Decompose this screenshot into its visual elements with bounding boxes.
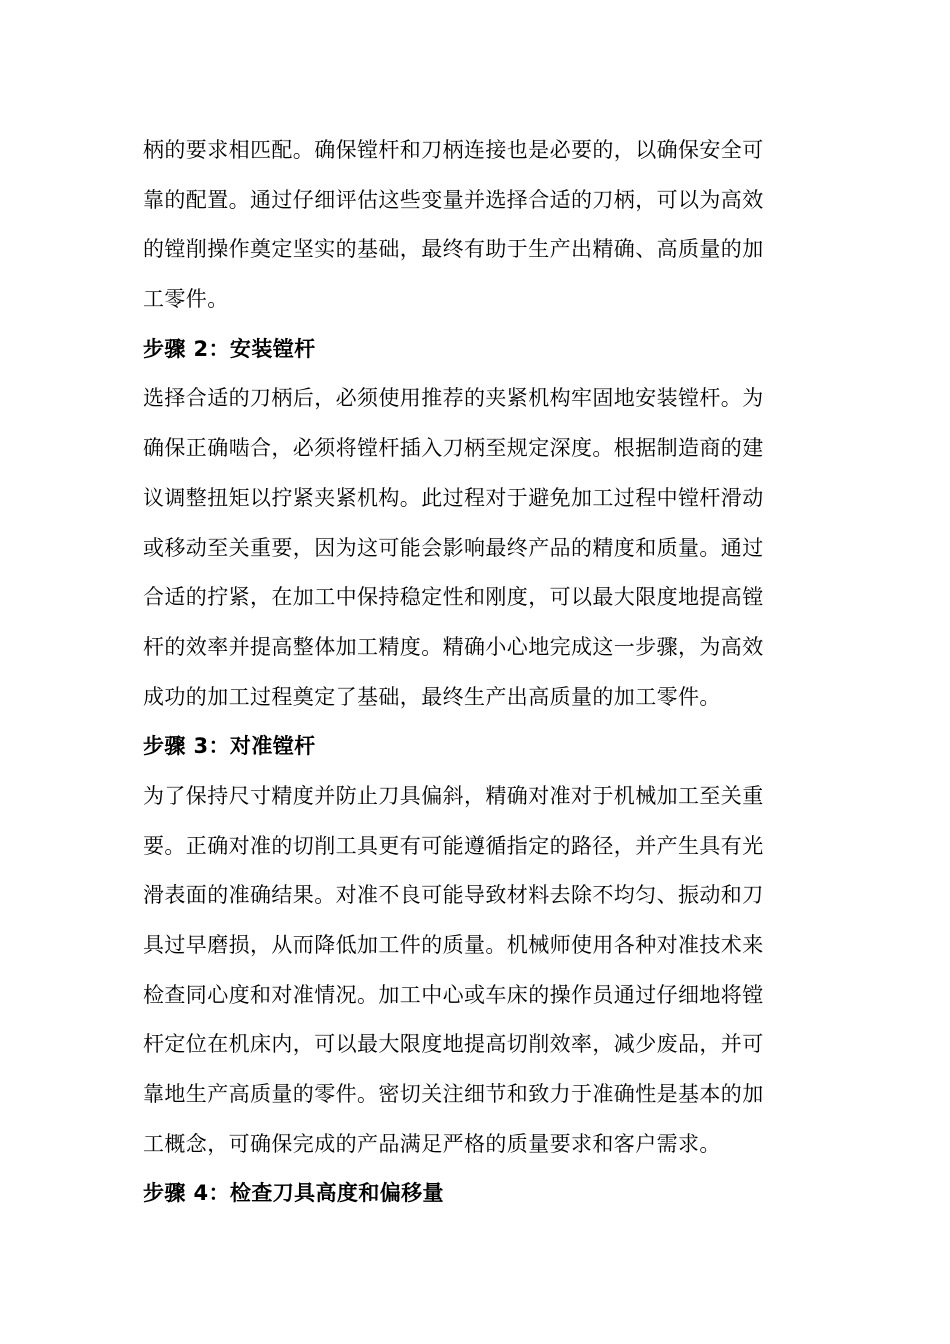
text-line: 成功的加工过程奠定了基础，最终生产出高质量的加工零件。 <box>143 684 721 709</box>
text-line: 靠的配置。通过仔细评估这些变量并选择合适的刀柄，可以为高效 <box>143 187 764 212</box>
heading-step-4: 步骤 4：检查刀具高度和偏移量 <box>143 1181 444 1206</box>
heading-step-2: 步骤 2：安装镗杆 <box>143 336 316 361</box>
text-line: 合适的拧紧，在加工中保持稳定性和刚度，可以最大限度地提高镗 <box>143 585 764 610</box>
paragraph-align-boring-bar <box>143 772 807 1170</box>
text-line: 要。正确对准的切削工具更有可能遵循指定的路径，并产生具有光 <box>143 833 764 858</box>
text-line: 议调整扭矩以拧紧夹紧机构。此过程对于避免加工过程中镗杆滑动 <box>143 485 764 510</box>
text-line: 或移动至关重要，因为这可能会影响最终产品的精度和质量。通过 <box>143 535 764 560</box>
text-line: 为了保持尺寸精度并防止刀具偏斜，精确对准对于机械加工至关重 <box>143 783 764 808</box>
paragraph-install-boring-bar <box>143 374 807 722</box>
text-line: 滑表面的准确结果。对准不良可能导致材料去除不均匀、振动和刀 <box>143 883 764 908</box>
text-line: 工概念，可确保完成的产品满足严格的质量要求和客户需求。 <box>143 1131 721 1156</box>
text-line: 具过早磨损，从而降低加工件的质量。机械师使用各种对准技术来 <box>143 933 764 957</box>
text-line: 杆定位在机床内，可以最大限度地提高切削效率，减少废品，并可 <box>143 1032 764 1057</box>
text-line: 杆的效率并提高整体加工精度。精确小心地完成这一步骤，为高效 <box>143 634 764 659</box>
heading-step-3: 步骤 3：对准镗杆 <box>143 734 316 759</box>
text-line: 靠地生产高质量的零件。密切关注细节和致力于准确性是基本的加 <box>143 1082 764 1107</box>
text-line: 确保正确啮合，必须将镗杆插入刀柄至规定深度。根据制造商的建 <box>143 436 764 461</box>
text-line: 选择合适的刀柄后，必须使用推荐的夹紧机构牢固地安装镗杆。为 <box>143 386 764 411</box>
text-line: 工零件。 <box>143 287 229 312</box>
document-body <box>143 126 807 1219</box>
text-line: 的镗削操作奠定坚实的基础，最终有助于生产出精确、高质量的加 <box>143 237 764 262</box>
paragraph-tool-holder-summary <box>143 126 807 325</box>
text-line: 检查同心度和对准情况。加工中心或车床的操作员通过仔细地将镗 <box>143 982 764 1007</box>
text-line: 柄的要求相匹配。确保镗杆和刀柄连接也是必要的，以确保安全可 <box>143 138 764 162</box>
